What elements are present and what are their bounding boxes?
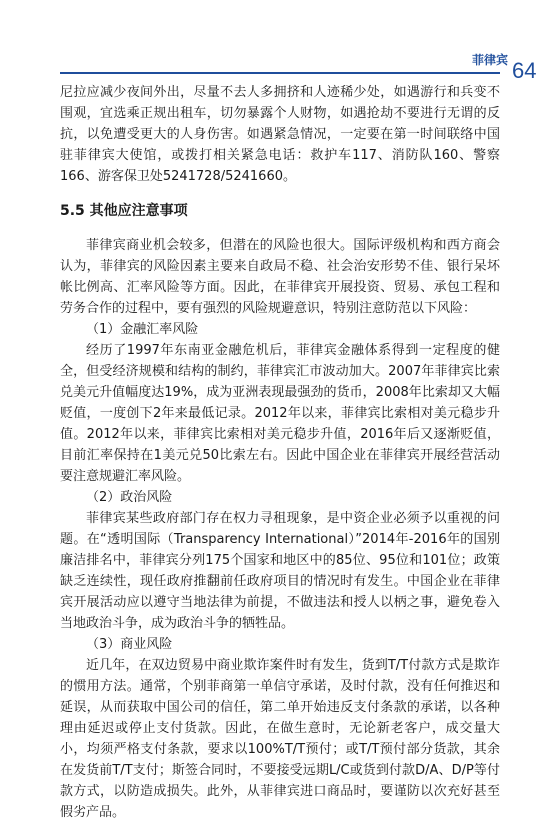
header-rule [60, 72, 500, 74]
page-number: 64 [512, 58, 537, 83]
risk-body-commercial: 近几年，在双边贸易中商业欺诈案件时有发生，货到T/T付款方式是欺诈的惯用方法。通常，个别菲商第一单信守承诺，及时付款，没有任何推迟和延误，从而获取中国公司的信任，第二单开始违反支付条款的承诺，以各种理由延迟或停止支付货款。因此，在做生意时，无论新老客户，成交量大小，均须严格支付条款，要求以100%T/T预付；或T/T预付部分货款，其余在发货前T/T支付；斯签合同时，不要接受远期L/C或货到付款D/A、D/P等付款方式，以防造成损失。此外，从菲律宾进口商品时，要谨防以次充好甚至假劣产品。 [60, 658, 500, 820]
risk-heading-financial: （1）金融汇率风险 [86, 322, 199, 337]
risk-body-political: 菲律宾某些政府部门存在权力寻租现象，是中资企业必须予以重视的问题。在“透明国际（Transparency International）”2014年-2016年的国别廉洁排名中，菲律宾分列175个国家和地区中的85位、95位和101位；政策缺乏连续性，现任政府推翻前任政府项目的情况时有发生。中国企业在菲律宾开展活动应以遵守当地法律为前提，不做违法和授人以柄之事，避免卷入当地政治斗争，成为政治斗争的牺牲品。 [60, 511, 500, 631]
running-header-title: 菲律宾 [472, 53, 509, 67]
risk-heading-political: （2）政治风险 [86, 490, 173, 505]
intro-paragraph: 尼拉应减少夜间外出，尽量不去人多拥挤和人迹稀少处，如遇游行和兵变不围观，宜选乘正规出租车，切勿暴露个人财物，如遇抢劫不要进行无谓的反抗，以免遭受更大的人身伤害。如遇紧急情况，一定要在第一时间联络中国驻菲律宾大使馆，或拨打相关紧急电话：救护车117、消防队160、警察166、游客保卫处5241728/5241660。 [60, 85, 500, 184]
risk-body-financial: 经历了1997年东南亚金融危机后，菲律宾金融体系得到一定程度的健全，但受经济规模和结构的制约，菲律宾汇市波动加大。2007年菲律宾比索兑美元升值幅度达19%，成为亚洲表现最强劲的货币，2008年比索却又大幅贬值，一度创下2年来最低记录。2012年以来，菲律宾比索相对美元稳步升值。2012年以来，菲律宾比索相对美元稳步升值，2016年后又逐渐贬值，目前汇率保持在1美元兑50比索左右。因此中国企业在菲律宾开展经营活动要注意规避汇率风险。 [60, 343, 500, 484]
section-intro-paragraph: 菲律宾商业机会较多，但潜在的风险也很大。国际评级机构和西方商会认为，菲律宾的风险因素主要来自政局不稳、社会治安形势不佳、银行呆坏帐比例高、汇率风险等方面。因此，在菲律宾开展投资、贸易、承包工程和劳务合作的过程中，要有强烈的风险规避意识，特别注意防范以下风险： [60, 238, 500, 316]
section-title: 5.5 其他应注意事项 [60, 203, 188, 219]
risk-heading-commercial: （3）商业风险 [86, 637, 173, 652]
page-body [60, 82, 500, 823]
